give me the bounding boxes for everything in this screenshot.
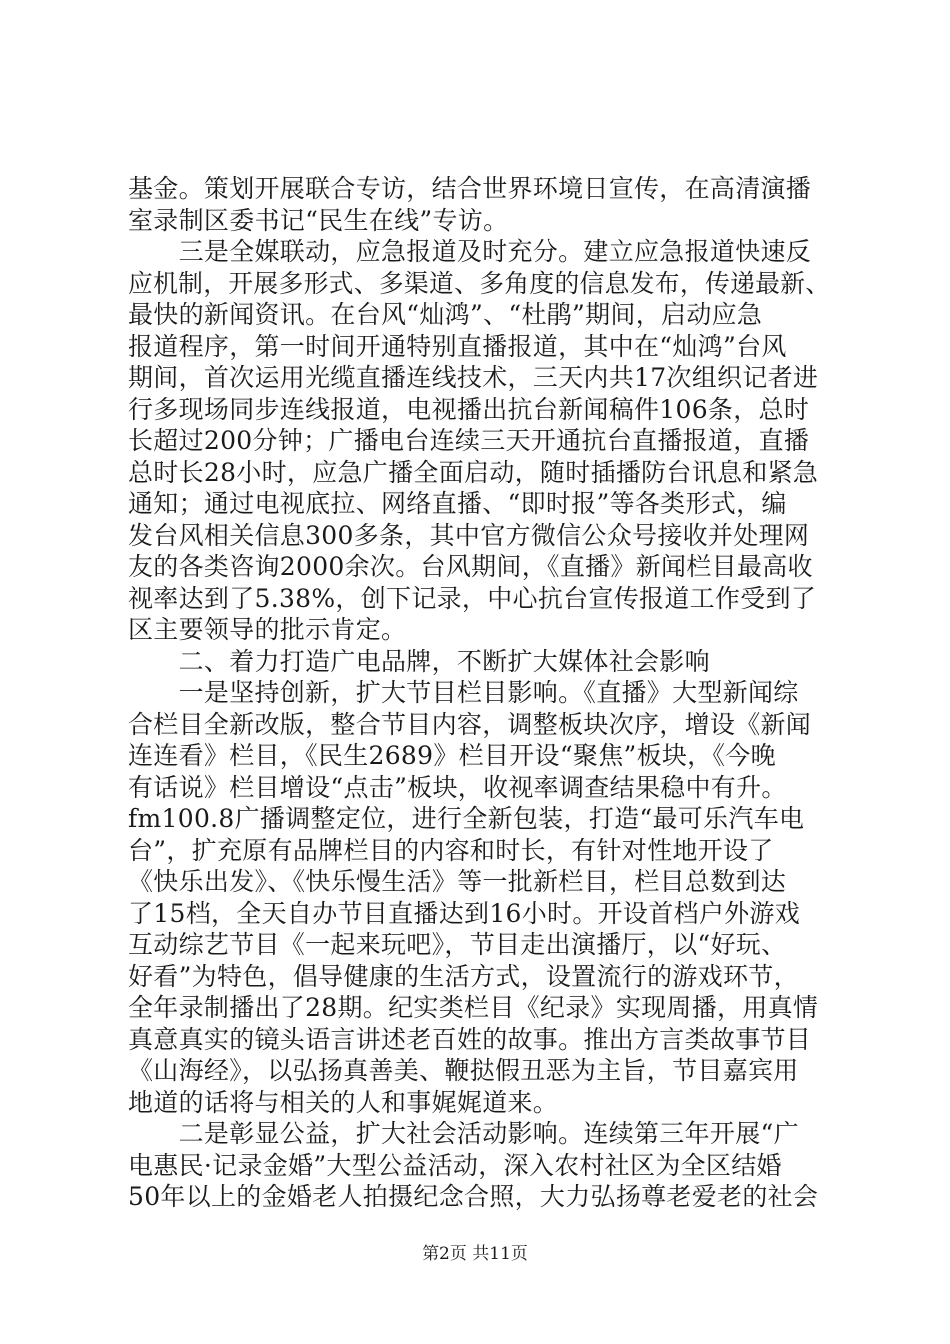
text-line: 应机制，开展多形式、多渠道、多角度的信息发布，传递最新、 — [128, 269, 831, 298]
text-line: 《快乐出发》、《快乐慢生活》等一批新栏目，栏目总数到达 — [128, 867, 787, 896]
text-line: 区主要领导的批示肯定。 — [128, 615, 407, 644]
text-line: 50年以上的金婚老人拍摄纪念合照，大力弘扬尊老爱老的社会 — [128, 1182, 819, 1211]
text-line: 好看”为特色，倡导健康的生活方式，设置流行的游戏环节， — [128, 962, 799, 991]
text-line: 视率达到了5.38%，创下记录，中心抗台宣传报道工作受到了 — [128, 584, 817, 613]
text-line: 有话说》栏目增设“点击”板块，收视率调查结果稳中有升。 — [128, 773, 787, 802]
text-line: 基金。策划开展联合专访，结合世界环境日宣传，在高清演播 — [128, 174, 812, 203]
text-line: 连连看》栏目，《民生2689》栏目开设“聚焦”板块，《今晚 — [128, 741, 776, 770]
text-line: 电惠民·记录金婚”大型公益活动，深入农村社区为全区结婚 — [128, 1151, 782, 1180]
text-line: 了15档，全天自办节目直播达到16小时。开设首档户外游戏 — [128, 899, 801, 928]
text-line: 友的各类咨询2000余次。台风期间，《直播》新闻栏目最高收 — [128, 552, 813, 581]
page-footer: 第2页 共11页 — [422, 1244, 528, 1264]
text-line: 行多现场同步连线报道，电视播出抗台新闻稿件106条，总时 — [128, 395, 810, 424]
text-line: 真意真实的镜头语言讲述老百姓的故事。推出方言类故事节目 — [128, 1025, 812, 1054]
text-line: 最快的新闻资讯。在台风“灿鸿”、“杜鹃”期间，启动应急 — [128, 300, 763, 329]
text-line: 《山海经》，以弘扬真善美、鞭挞假丑恶为主旨，节目嘉宾用 — [128, 1056, 799, 1085]
text-line: 室录制区委书记“民生在线”专访。 — [128, 206, 509, 235]
text-line: fm100.8广播调整定位，进行全新包装，打造“最可乐汽车电 — [128, 804, 805, 833]
text-line: 报道程序，第一时间开通特别直播报道，其中在“灿鸿”台风 — [128, 332, 787, 361]
text-line: 互动综艺节目《一起来玩吧》，节目走出演播厅，以“好玩、 — [128, 930, 787, 959]
text-line: 长超过200分钟；广播电台连续三天开通抗台直播报道，直播 — [128, 426, 810, 455]
text-line: 期间，首次运用光缆直播连线技术，三天内共17次组织记者进 — [128, 363, 819, 392]
text-line: 二、着力打造广电品牌，不断扩大媒体社会影响 — [128, 647, 710, 676]
text-line: 三是全媒联动，应急报道及时充分。建立应急报道快速反 — [128, 237, 812, 266]
text-line: 一是坚持创新，扩大节目栏目影响。《直播》大型新闻综 — [128, 678, 799, 707]
text-line: 地道的话将与相关的人和事娓娓道来。 — [128, 1088, 559, 1117]
text-line: 二是彰显公益，扩大社会活动影响。连续第三年开展“广 — [128, 1119, 799, 1148]
text-line: 发台风相关信息300多条，其中官方微信公众号接收并处理网 — [128, 521, 810, 550]
text-line: 台”，扩充原有品牌栏目的内容和时长，有针对性地开设了 — [128, 836, 774, 865]
text-line: 全年录制播出了28期。纪实类栏目《纪录》实现周播，用真情 — [128, 993, 819, 1022]
text-line: 合栏目全新改版，整合节目内容，调整板块次序，增设《新闻 — [128, 710, 812, 739]
text-line: 通知；通过电视底拉、网络直播、“即时报”等各类形式，编 — [128, 489, 787, 518]
text-line: 总时长28小时，应急广播全面启动，随时插播防台讯息和紧急 — [128, 458, 819, 487]
